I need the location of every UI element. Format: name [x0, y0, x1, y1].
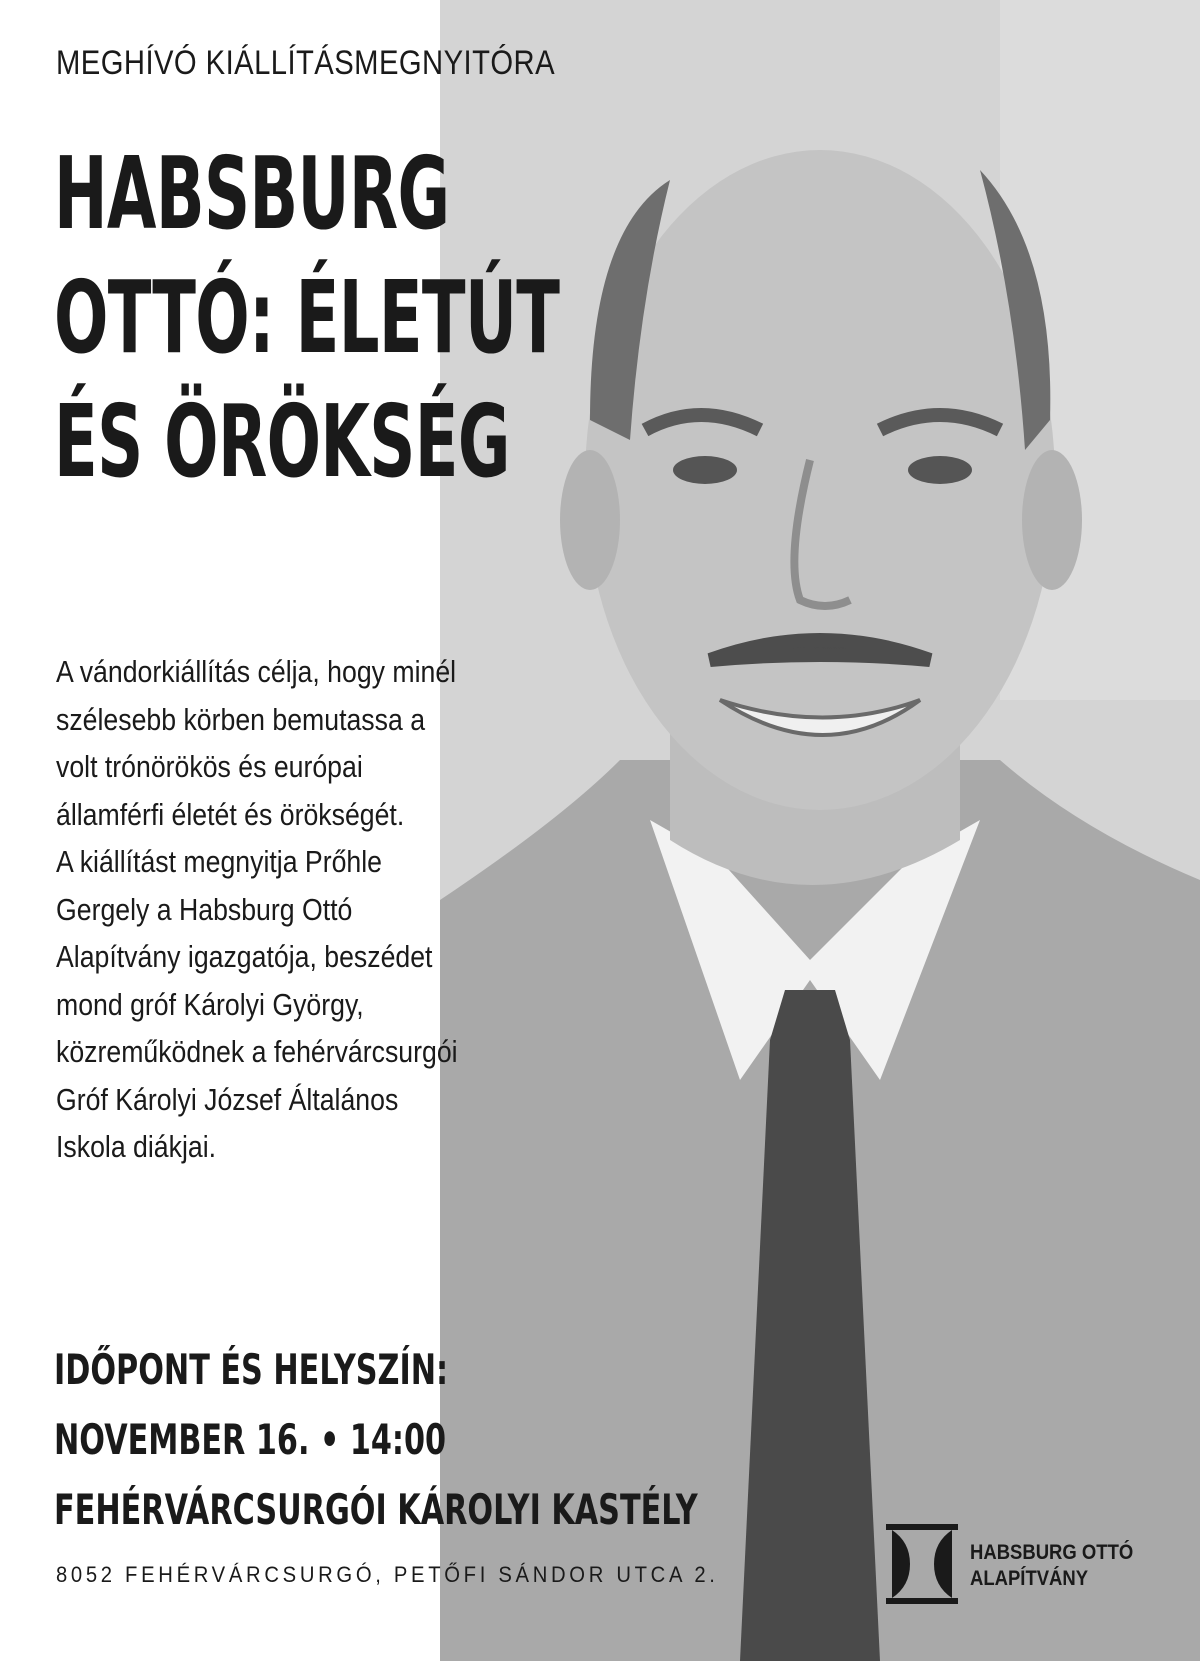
description-paragraph: [56, 648, 538, 1171]
description-line: Alapítvány igazgatója, beszédet: [56, 939, 433, 974]
description-line: Gergely a Habsburg Ottó: [56, 891, 353, 927]
description-line: volt trónörökös és európai: [56, 749, 363, 784]
invitation-kicker: MEGHÍVÓ KIÁLLÍTÁSMEGNYITÓRA: [56, 44, 556, 82]
title-line-1: HABSBURG: [54, 135, 450, 252]
event-details: [54, 1335, 698, 1545]
description-line: A vándorkiállítás célja, hogy minél: [56, 654, 457, 689]
description-line: államférfi életét és örökségét.: [56, 796, 405, 832]
foundation-logo: [884, 1520, 1174, 1610]
foundation-name: [970, 1540, 1133, 1592]
title-line-3: ÉS ÖRÖKSÉG: [54, 383, 510, 500]
exhibition-title: [54, 132, 560, 504]
description-line: szélesebb körben bemutassa a: [56, 701, 426, 737]
foundation-logo-icon: [884, 1524, 960, 1604]
description-line: Gróf Károlyi József Általános: [56, 1081, 399, 1117]
event-venue: FEHÉRVÁRCSURGÓI KÁROLYI KASTÉLY: [54, 1485, 698, 1534]
description-line: mond gróf Károlyi György,: [56, 986, 364, 1022]
event-date-time: NOVEMBER 16. • 14:00: [54, 1415, 447, 1464]
venue-address: 8052 FEHÉRVÁRCSURGÓ, PETŐFI SÁNDOR UTCA 2.: [56, 1562, 719, 1587]
description-line: közreműködnek a fehérvárcsurgói: [56, 1034, 458, 1069]
description-line: A kiállítást megnyitja Prőhle: [56, 844, 383, 879]
description-line: Iskola diákjai.: [56, 1129, 217, 1164]
event-heading: IDŐPONT ÉS HELYSZÍN:: [54, 1345, 449, 1394]
title-line-2: OTTÓ: ÉLETÚT: [54, 259, 560, 376]
foundation-name-line-2: ALAPÍTVÁNY: [970, 1567, 1089, 1590]
foundation-name-line-1: HABSBURG OTTÓ: [970, 1541, 1134, 1564]
